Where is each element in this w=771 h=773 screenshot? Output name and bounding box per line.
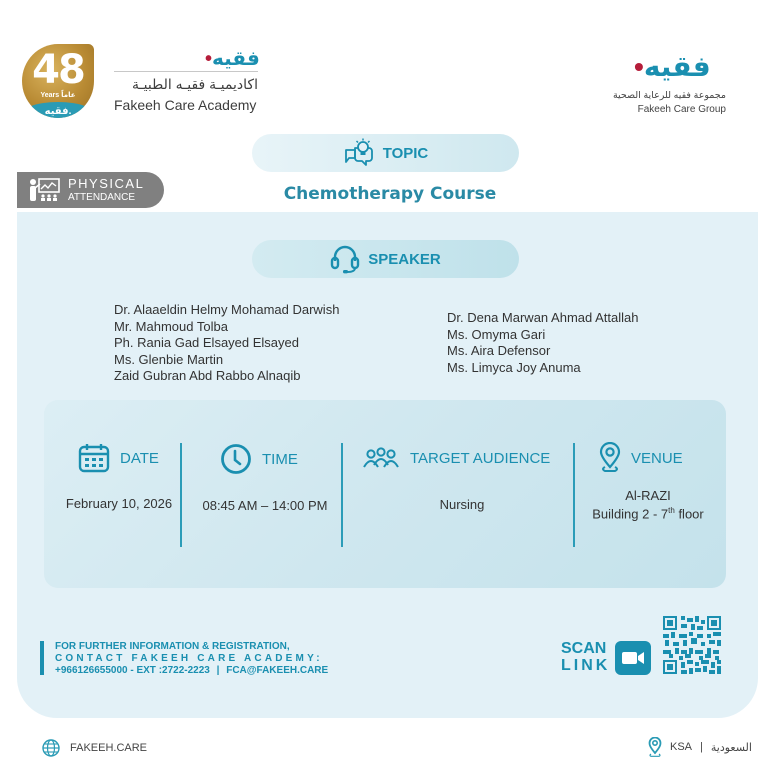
globe-icon — [42, 739, 60, 757]
scan-link-label: SCAN LINK — [561, 640, 611, 674]
location-ar: السعودية — [710, 741, 752, 754]
time-heading — [220, 443, 298, 475]
details-divider — [573, 443, 575, 547]
audience-heading — [362, 447, 550, 469]
contact-email[interactable]: FCA@FAKEEH.CARE — [226, 665, 329, 676]
group-name-ar: مجموعة فقيه للرعاية الصحية — [612, 90, 726, 101]
clock-icon — [220, 443, 252, 475]
group-name-en: Fakeeh Care Group — [637, 104, 726, 115]
speaker-name: Ms. Glenbie Martin — [114, 351, 224, 367]
people-icon — [362, 447, 400, 469]
venue-line1: Al-RAZI — [625, 488, 671, 503]
contact-phone[interactable]: +966126655000 - EXT :2722-2223 — [55, 665, 210, 676]
anniversary-badge — [22, 44, 94, 118]
time-value: 08:45 AM – 14:00 PM — [202, 498, 328, 513]
video-link-button[interactable] — [615, 641, 651, 675]
contact-line1: FOR FURTHER INFORMATION & REGISTRATION, — [55, 641, 290, 652]
venue-line2: Building 2 - 7th floor — [592, 506, 704, 522]
anniversary-years-label: Years عاماً — [40, 92, 76, 99]
academy-name-en: Fakeeh Care Academy — [114, 97, 257, 113]
details-divider — [180, 443, 182, 547]
audience-label: TARGET AUDIENCE — [410, 449, 551, 467]
speaker-name: Ph. Rania Gad Elsayed Elsayed — [114, 335, 299, 350]
footer-website[interactable] — [42, 739, 147, 757]
topic-pill — [252, 134, 519, 172]
website-text: FAKEEH.CARE — [70, 742, 148, 754]
speaker-name: Mr. Mahmoud Tolba — [114, 318, 228, 334]
speaker-pill — [252, 240, 519, 278]
venue-heading — [599, 442, 683, 474]
attendance-line1: PHYSICAL — [68, 176, 145, 191]
contact-line3: +966126655000 - EXT :2722-2223 | FCA@FAKEEH.CARE — [55, 665, 329, 676]
speaker-name: Ms. Omyma Gari — [447, 326, 546, 342]
audience-value: Nursing — [439, 497, 485, 512]
video-camera-icon — [615, 641, 651, 675]
academy-logo-divider — [114, 71, 258, 72]
attendance-line2: ATTENDANCE — [68, 192, 136, 203]
group-logo-mark: فقيه• — [634, 51, 711, 82]
location-en: KSA — [670, 741, 693, 753]
academy-name-ar: اكاديميـة فقيـه الطبيـة — [132, 76, 258, 92]
anniversary-number: 48 — [32, 47, 84, 93]
details-divider — [341, 443, 343, 547]
location-pin-icon — [648, 737, 662, 757]
location-pin-icon — [599, 442, 621, 474]
academy-logo-mark: فقيه• — [205, 48, 260, 70]
headset-icon — [330, 244, 360, 274]
course-title: Chemotherapy Course — [283, 184, 497, 204]
date-heading — [78, 443, 159, 473]
speaker-name: Dr. Dena Marwan Ahmad Attallah — [447, 310, 639, 325]
venue-label: VENUE — [631, 449, 683, 467]
speaker-name: Ms. Limyca Joy Anuma — [447, 359, 581, 375]
date-value: February 10, 2026 — [65, 496, 173, 511]
lightbulb-chat-icon — [343, 138, 375, 168]
calendar-icon — [78, 443, 110, 473]
contact-line2: CONTACT FAKEEH CARE ACADEMY: — [55, 653, 323, 664]
speaker-name: Dr. Alaaeldin Helmy Mohamad Darwish — [114, 302, 340, 317]
contact-info — [55, 641, 328, 677]
speaker-list-right — [447, 310, 639, 376]
date-label: DATE — [120, 449, 159, 467]
physical-attendance-tag — [17, 172, 164, 208]
speaker-label: SPEAKER — [368, 250, 441, 268]
speaker-name: Ms. Aira Defensor — [447, 343, 551, 358]
qr-code[interactable] — [663, 616, 721, 674]
venue-value — [578, 488, 718, 521]
anniversary-brand: فقيه. — [22, 102, 94, 118]
speaker-name: Zaid Gubran Abd Rabbo Alnaqib — [114, 368, 301, 383]
topic-label: TOPIC — [382, 144, 429, 162]
contact-accent-bar — [40, 641, 44, 675]
presenter-icon — [29, 178, 63, 202]
speaker-list-left — [114, 302, 339, 385]
footer-location: KSA | السعودية — [648, 737, 752, 757]
time-label: TIME — [262, 450, 298, 468]
